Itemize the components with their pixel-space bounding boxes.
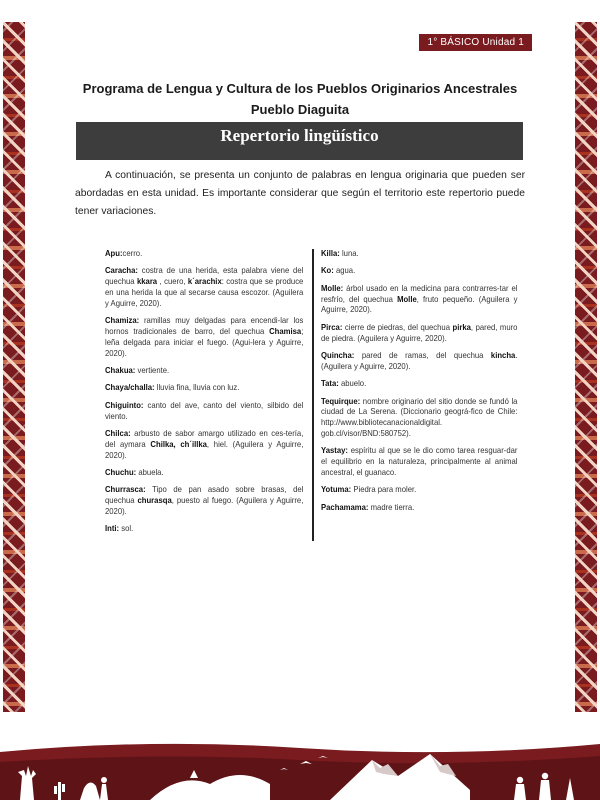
- glossary-term: Pachamama:: [321, 502, 369, 512]
- glossary-definition: ramillas muy delgadas para encendi-lar los hornos tradicionales de barro, del quechua: [105, 316, 304, 336]
- glossary-term: Yastay:: [321, 446, 348, 456]
- glossary-entry: [105, 266, 303, 309]
- native-word: Chamisa: [269, 326, 302, 336]
- people-title: Pueblo Diaguita: [250, 102, 350, 117]
- glossary-definition: arbusto de sabor amargo utilizado en ces-tería, del aymara: [105, 428, 304, 449]
- glossary-term: Chilca:: [105, 428, 131, 438]
- glossary: [105, 249, 520, 544]
- program-title: Programa de Lengua y Cultura de los Pueblos Originarios Ancestrales: [82, 81, 518, 96]
- page-header: [60, 78, 540, 120]
- native-word: k´arachix: [187, 277, 222, 287]
- glossary-definition: lluvia fina, lluvia con luz.: [154, 383, 240, 393]
- glossary-term: Killa:: [321, 249, 340, 258]
- glossary-definition: pared de ramas, del quechua: [354, 350, 491, 360]
- glossary-definition: , pared, muro de piedra. (Aguilera y Aguirre, 2020).: [321, 322, 518, 343]
- glossary-entry: [105, 401, 303, 423]
- glossary-definition: : costra que se produce en una herida la que al secarse causa escozor. (Aguilera y Aguirre, 2020).: [105, 277, 304, 308]
- glossary-term: Molle:: [321, 283, 344, 293]
- glossary-term: Caracha:: [105, 266, 138, 276]
- column-divider: [312, 249, 314, 541]
- glossary-entry: [321, 485, 517, 496]
- glossary-term: Tequirque:: [321, 396, 361, 406]
- glossary-entry: [105, 366, 303, 377]
- glossary-term: Tata:: [321, 379, 339, 389]
- glossary-term: Chamiza:: [105, 316, 140, 326]
- glossary-definition: , fruto pequeño. (Aguilera y Aguirre, 2020).: [321, 294, 518, 315]
- glossary-column-right: [321, 249, 517, 520]
- glossary-term: Apu:: [105, 249, 123, 258]
- glossary-definition: agua.: [333, 266, 356, 276]
- glossary-definition: , cuero,: [157, 277, 188, 287]
- decorative-border-left: [3, 22, 25, 712]
- glossary-definition: vertiente.: [135, 365, 170, 375]
- glossary-definition: , hiel. (Aguilera y Aguirre, 2020).: [105, 439, 304, 460]
- glossary-definition: . (Aguilera y Aguirre, 2020).: [321, 350, 518, 371]
- native-word: kkara: [136, 277, 158, 287]
- glossary-entry: [105, 524, 303, 535]
- glossary-entry: [321, 266, 517, 277]
- unit-badge: 1° BÁSICO Unidad 1: [419, 34, 532, 51]
- glossary-definition: cierre de piedras, del quechua: [342, 322, 453, 332]
- glossary-entry: [105, 429, 303, 461]
- glossary-entry: [105, 249, 303, 260]
- glossary-entry: [105, 383, 303, 394]
- glossary-entry: [321, 351, 517, 373]
- glossary-definition: árbol usado en la medicina para contrarres-tar el resfrío, del quechua: [321, 283, 518, 304]
- glossary-definition: espíritu al que se le dio como tarea resguar-dar el equilibrio en la naturaleza, principalmente al animal ancestral, el guanaco.: [321, 446, 518, 477]
- native-word: kincha: [490, 350, 516, 360]
- glossary-term: Pirca:: [321, 322, 343, 332]
- glossary-definition: sol.: [119, 524, 134, 534]
- glossary-definition: canto del ave, canto del viento, silbido del viento.: [105, 400, 304, 421]
- glossary-entry: [321, 446, 517, 478]
- glossary-term: Chiguinto:: [105, 400, 144, 410]
- glossary-term: Chaya/challa:: [105, 383, 155, 393]
- glossary-term: Inti:: [105, 524, 120, 534]
- native-word: churasqa: [137, 496, 172, 506]
- glossary-column-left: [105, 249, 303, 542]
- glossary-term: Quincha:: [321, 350, 355, 360]
- glossary-definition: Tipo de pan asado sobre brasas, del quechua: [105, 485, 304, 506]
- native-word: Molle: [397, 294, 417, 304]
- glossary-definition: , puesto al fuego. (Aguilera y Aguirre, 2020).: [105, 496, 304, 516]
- glossary-entry: [321, 503, 517, 514]
- glossary-entry: [321, 323, 517, 345]
- native-word: pirka: [452, 322, 471, 332]
- glossary-entry: [105, 485, 303, 517]
- glossary-definition: madre tierra.: [368, 502, 415, 512]
- intro-paragraph: A continuación, se presenta un conjunto de palabras en lengua originaria que pueden ser abordadas en esta unidad. Es importante considerar que según el territorio este repertorio puede tener variaciones.: [75, 170, 525, 217]
- glossary-term: Chuchu:: [105, 467, 137, 477]
- glossary-definition: abuelo.: [338, 379, 367, 389]
- glossary-term: Churrasca:: [105, 485, 146, 495]
- glossary-entry: [321, 284, 517, 316]
- section-title: Repertorio lingüístico: [76, 122, 523, 160]
- glossary-term: Chakua:: [105, 365, 136, 375]
- glossary-definition: Piedra para moler.: [351, 485, 417, 495]
- glossary-definition: costra de una herida, esta palabra viene del quechua: [105, 266, 304, 287]
- glossary-entry: [321, 379, 517, 390]
- footer-illustration: [0, 718, 600, 800]
- glossary-entry: [321, 249, 517, 260]
- glossary-term: Ko:: [321, 266, 334, 276]
- decorative-border-right: [575, 22, 597, 712]
- native-word: Chilka, ch´illka: [150, 439, 207, 449]
- glossary-entry: [105, 468, 303, 479]
- glossary-term: Yotuma:: [321, 485, 352, 495]
- glossary-definition: nombre originario del sitio donde se fundó la ciudad de La Serena. (Diccionario geográ-fico de Chile: http://www.bibliotecanacionaldigital. gob.cl/visor/BND:580752).: [321, 396, 518, 438]
- glossary-definition: abuela.: [136, 467, 164, 477]
- glossary-definition: luna.: [339, 249, 359, 258]
- glossary-definition: ; leña delgada para iniciar el fuego. (Agui-lera y Aguirre, 2020).: [105, 326, 304, 358]
- glossary-entry: [105, 316, 303, 359]
- glossary-entry: [321, 397, 517, 440]
- glossary-definition: cerro.: [122, 249, 143, 258]
